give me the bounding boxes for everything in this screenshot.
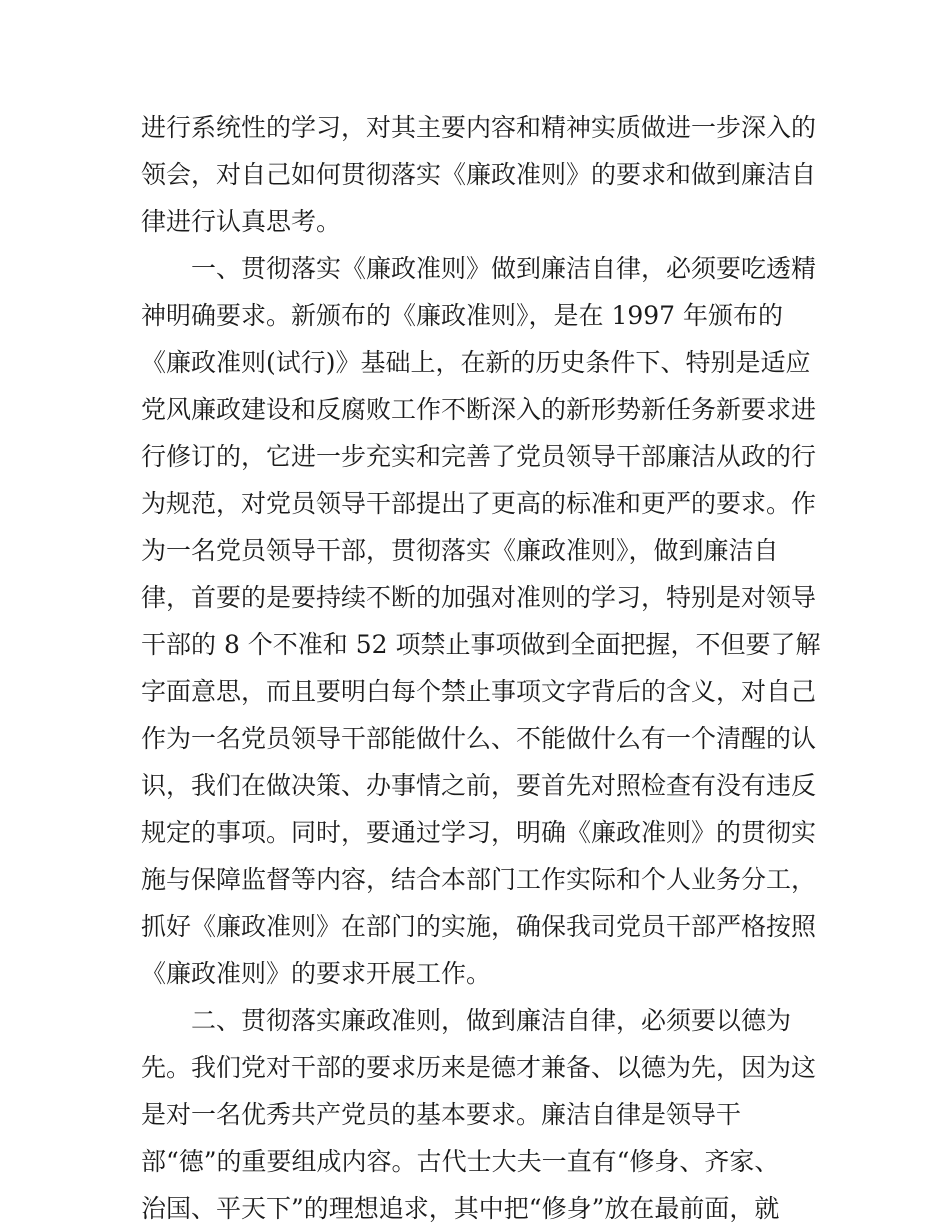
- text-line: 识，我们在做决策、办事情之前，要首先对照检查有没有违反: [141, 771, 817, 800]
- text-line: 《廉政准则》的要求开展工作。: [141, 959, 492, 988]
- paragraph-1-first-line: 一、贯彻落实《廉政准则》做到廉洁自律，必须要吃透精: [191, 254, 817, 283]
- text-line: 为规范，对党员领导干部提出了更高的标准和更严的要求。作: [141, 489, 817, 518]
- text-line: 规定的事项。同时，要通过学习，明确《廉政准则》的贯彻实: [141, 818, 817, 847]
- text-line: 律进行认真思考。: [141, 207, 342, 236]
- text-line: 作为一名党员领导干部能做什么、不能做什么有一个清醒的认: [141, 724, 817, 753]
- text-line: 进行系统性的学习，对其主要内容和精神实质做进一步深入的: [141, 113, 817, 142]
- text-line: 部“德”的重要组成内容。古代士大夫一直有“修身、齐家、: [141, 1147, 780, 1176]
- text-line: 为一名党员领导干部，贯彻落实《廉政准则》，做到廉洁自: [141, 536, 779, 565]
- text-line: 党风廉政建设和反腐败工作不断深入的新形势新任务新要求进: [141, 395, 817, 424]
- text-line: 是对一名优秀共产党员的基本要求。廉洁自律是领导干: [141, 1100, 742, 1129]
- text-line: 抓好《廉政准则》在部门的实施，确保我司党员干部严格按照: [141, 912, 817, 941]
- text-line: 施与保障监督等内容，结合本部门工作实际和个人业务分工，: [141, 865, 817, 894]
- text-line: 干部的 8 个不准和 52 项禁止事项做到全面把握，不但要了解: [141, 630, 821, 659]
- text-line: 神明确要求。新颁布的《廉政准则》，是在 1997 年颁布的: [141, 301, 784, 330]
- text-line: 字面意思，而且要明白每个禁止事项文字背后的含义，对自己: [141, 677, 817, 706]
- text-line: 先。我们党对干部的要求历来是德才兼备、以德为先，因为这: [141, 1053, 817, 1082]
- text-line: 律，首要的是要持续不断的加强对准则的学习，特别是对领导: [141, 583, 817, 612]
- text-line: 《廉政准则(试行)》基础上，在新的历史条件下、特别是适应: [141, 348, 811, 377]
- text-line: 领会，对自己如何贯彻落实《廉政准则》的要求和做到廉洁自: [141, 160, 817, 189]
- body-text: [141, 104, 821, 1232]
- text-line: 行修订的，它进一步充实和完善了党员领导干部廉洁从政的行: [141, 442, 817, 471]
- paragraph-2-first-line: 二、贯彻落实廉政准则，做到廉洁自律，必须要以德为: [191, 1006, 792, 1035]
- text-line: 治国、平天下”的理想追求，其中把“修身”放在最前面，就: [141, 1194, 780, 1223]
